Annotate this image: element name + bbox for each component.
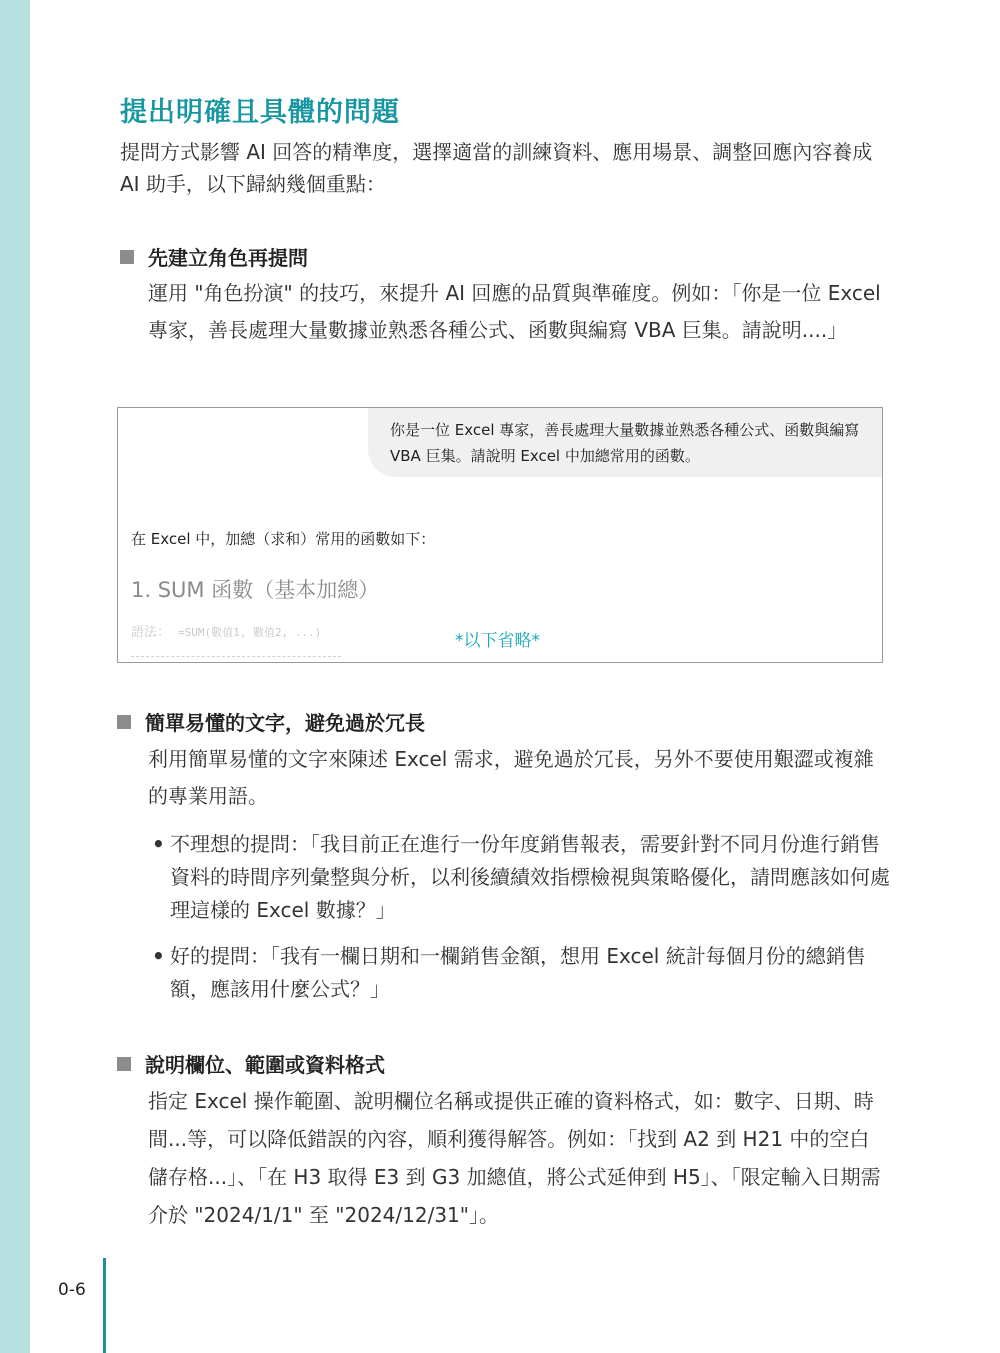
section-body-role: 運用 "角色扮演" 的技巧，來提升 AI 回應的品質與準確度。例如：「你是一位 Excel 專家，善長處理大量數據並熟悉各種公式、函數與編寫 VBA 巨集。請說明....」: [148, 281, 881, 342]
square-bullet-icon: [117, 715, 131, 729]
section-body-format: 指定 Excel 操作範圍、說明欄位名稱或提供正確的資料格式，如：數字、日期、時間...等，可以降低錯誤的內容，順利獲得解答。例如：「找到 A2 到 H21 中的空白儲存格...」、「在 H3 取得 E3 到 G3 加總值，將公式延伸到 H5」、「限定輸入日期需介於 "2024/1/1" 至 "2024/12/31"」。: [148, 1089, 881, 1227]
chat-screenshot: [117, 407, 883, 663]
bullet-text: 好的提問：「我有一欄日期和一欄銷售金額，想用 Excel 統計每個月份的總銷售額，應該用什麼公式？」: [170, 944, 866, 1001]
syntax-label: 語法：: [131, 625, 171, 640]
page-number: 0-6: [58, 1280, 86, 1300]
section-heading-role: [120, 242, 308, 271]
intro-paragraph: 提問方式影響 AI 回答的精準度，選擇適當的訓練資料、應用場景、調整回應內容養成 AI 助手，以下歸納幾個重點：: [120, 140, 873, 196]
bullet-dot-icon: •: [152, 944, 165, 968]
bullet-text: 不理想的提問：「我目前正在進行一份年度銷售報表，需要針對不同月份進行銷售資料的時間序列彙整與分析，以利後續績效指標檢視與策略優化，請問應該如何處理這樣的 Excel 數據？」: [170, 832, 890, 922]
section-heading-simple: [117, 707, 425, 736]
section-heading-text: 說明欄位、範圍或資料格式: [145, 1053, 385, 1077]
syntax-line: [131, 621, 321, 640]
omitted-note: *以下省略*: [455, 631, 540, 651]
section-heading-text: 簡單易懂的文字，避免過於冗長: [145, 711, 425, 735]
section-body-simple: 利用簡單易懂的文字來陳述 Excel 需求，避免過於冗長，另外不要使用艱澀或複雜的專業用語。: [148, 747, 874, 808]
square-bullet-icon: [117, 1057, 131, 1071]
section-heading-format: [117, 1049, 385, 1078]
left-color-band: [0, 0, 30, 1353]
list-item: [152, 828, 892, 927]
user-prompt-bubble: 你是一位 Excel 專家，善長處理大量數據並熟悉各種公式、函數與編寫 VBA 巨集。請說明 Excel 中加總常用的函數。: [368, 407, 883, 477]
reply-intro: 在 Excel 中，加總（求和）常用的函數如下：: [131, 530, 436, 548]
bullet-dot-icon: •: [152, 832, 165, 856]
page-title: 提出明確且具體的問題: [120, 97, 400, 128]
list-item: [152, 940, 892, 1006]
square-bullet-icon: [120, 250, 134, 264]
section-heading-text: 先建立角色再提問: [148, 246, 308, 270]
syntax-code: =SUM(數值1, 數值2, ...): [178, 626, 322, 639]
cut-off-line: [131, 656, 341, 657]
page-number-rule: [103, 1258, 106, 1353]
sum-function-heading: 1. SUM 函數（基本加總）: [131, 578, 380, 602]
